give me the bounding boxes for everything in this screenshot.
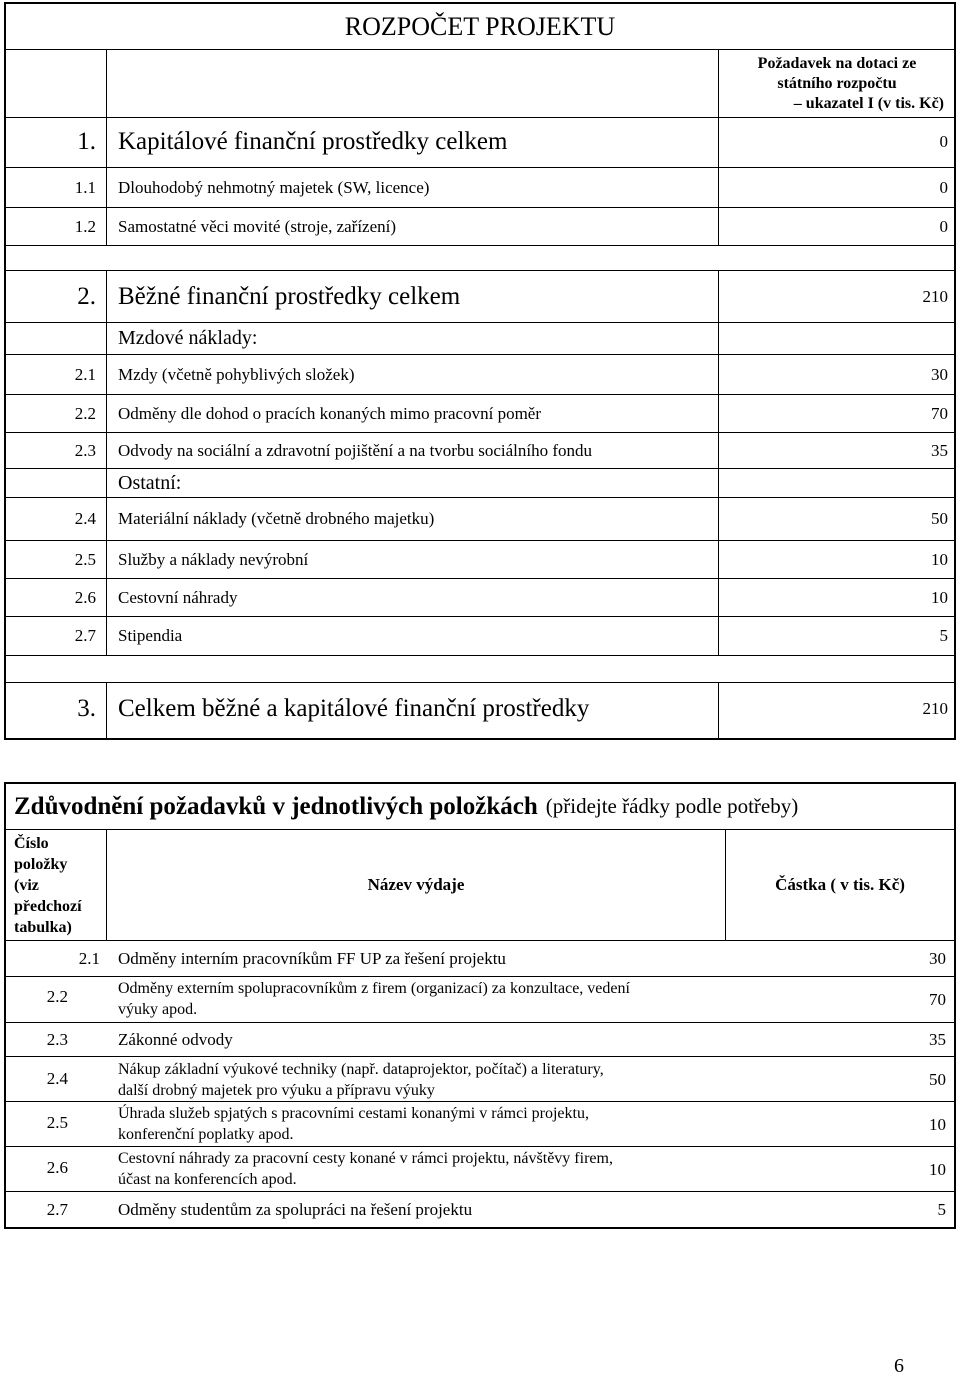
column-header: Požadavek na dotaci ze státního rozpočtu – ukazatel I (v tis. Kč) [757, 55, 944, 112]
other-heading: Ostatní: [118, 471, 182, 494]
header-item-number: Číslo položky (viz předchozí tabulka) [14, 835, 82, 936]
page-number: 6 [894, 1354, 904, 1377]
header-amount: Částka ( v tis. Kč) [775, 875, 905, 894]
budget-title: ROZPOČET PROJEKTU [344, 11, 616, 41]
justification-title: Zdůvodnění požadavků v jednotlivých položkách (přidejte řádky podle potřeby) [14, 792, 799, 820]
wages-heading: Mzdové náklady: [118, 327, 258, 349]
header-expense-name: Název výdaje [367, 875, 465, 894]
